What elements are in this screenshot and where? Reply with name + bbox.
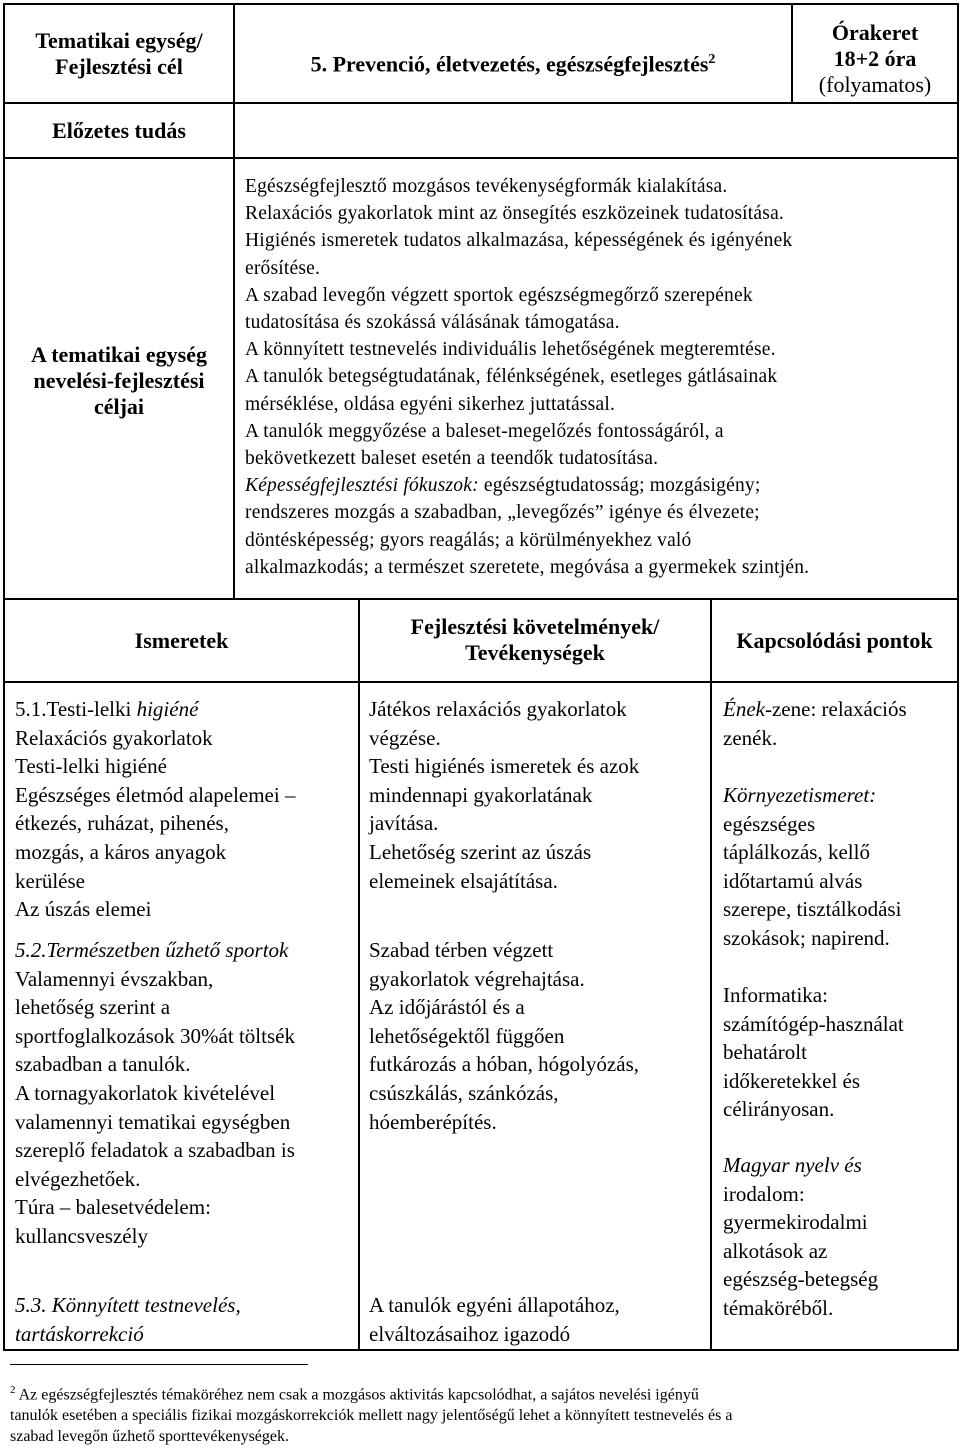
- knowledge-line: Egészséges életmód alapelemei –: [15, 782, 296, 807]
- requirement-line: Testi higiénés ismeretek és azok: [369, 754, 640, 779]
- section-title-prefix: 5.1.Testi-lelki: [15, 697, 137, 721]
- section-title: 5.2.Természetben űzhető sportok: [15, 938, 289, 962]
- requirement-line: csúszkálás, szánkózás,: [369, 1080, 559, 1105]
- footnote: [10, 1380, 955, 1447]
- goals-bottom-border: [3, 598, 959, 600]
- connection-line: szerepe, tisztálkodási: [723, 897, 902, 922]
- table-top-border: [3, 3, 959, 5]
- section-title: [15, 695, 355, 724]
- requirements-block-3: [369, 1291, 707, 1348]
- time-frame-note: (folyamatos): [818, 72, 932, 97]
- connection-line: [723, 695, 955, 724]
- knowledge-line: elvégezhetőek.: [15, 1166, 141, 1191]
- requirements-block-1: [369, 695, 707, 895]
- footnote-text: Az egészségfejlesztés témaköréhez nem csak a mozgásos aktivitás kapcsolódhat, a sajátos nevelési igényű: [15, 1386, 699, 1404]
- knowledge-column-header: Ismeretek: [134, 628, 229, 653]
- requirement-line: Az időjárástól és a: [369, 995, 525, 1020]
- goals-label-line3: céljai: [93, 394, 145, 419]
- knowledge-line: valamennyi tematikai egységben: [15, 1109, 291, 1134]
- knowledge-line: kerülése: [15, 868, 85, 893]
- requirements-column-border: [710, 598, 712, 1351]
- requirement-line: elváltozásaihoz igazodó: [369, 1321, 571, 1346]
- connection-line: célirányosan.: [723, 1097, 835, 1122]
- section-title: tartáskorrekció: [15, 1321, 144, 1346]
- goals-text: [245, 173, 955, 581]
- time-frame-label: Órakeret: [831, 20, 919, 45]
- knowledge-line: szabadban a tanulók.: [15, 1052, 191, 1077]
- goal-line: Higiénés ismeretek tudatos alkalmazása, képességének és igényének: [245, 230, 793, 252]
- requirements-block-2: [369, 936, 707, 1136]
- column-header-bottom-border: [3, 681, 959, 683]
- knowledge-line: sportfoglalkozások 30%át töltsék: [15, 1023, 295, 1048]
- knowledge-line: Valamennyi évszakban,: [15, 966, 214, 991]
- prior-knowledge-bottom-border: [3, 157, 959, 159]
- connection-line: táplálkozás, kellő: [723, 840, 870, 865]
- knowledge-line: Túra – balesetvédelem:: [15, 1195, 211, 1220]
- footnote-line: tanulók esetében a speciális fizikai mozgáskorrekciók mellett nagy jelentőségű lehet a könnyített testnevelés és a: [10, 1407, 733, 1425]
- knowledge-line: szereplő feladatok a szabadban is: [15, 1138, 295, 1163]
- knowledge-section-2: [15, 936, 355, 1251]
- requirement-line: Lehetőség szerint az úszás: [369, 839, 592, 864]
- connection-literature: [723, 1151, 955, 1323]
- knowledge-line: mozgás, a káros anyagok: [15, 839, 227, 864]
- table-bottom-border: [3, 1349, 959, 1351]
- knowledge-column-border: [358, 598, 360, 1351]
- goal-line: A szabad levegőn végzett sportok egészségmegőrző szerepének: [245, 284, 753, 306]
- goal-line: Relaxációs gyakorlatok mint az önsegítés eszközeinek tudatosítása.: [245, 203, 784, 225]
- knowledge-line: A tornagyakorlatok kivételével: [15, 1080, 276, 1105]
- header-bottom-border: [3, 102, 959, 104]
- knowledge-line: Relaxációs gyakorlatok: [15, 725, 213, 750]
- connection-subject: Ének: [723, 697, 765, 721]
- footnote-line: [10, 1380, 955, 1405]
- goal-line: A tanulók meggyőzése a baleset-megelőzés fontosságáról, a: [245, 420, 724, 442]
- connection-subject: Informatika:: [723, 983, 828, 1007]
- footnote-number: 2: [10, 1384, 16, 1396]
- knowledge-line: lehetőség szerint a: [15, 995, 171, 1020]
- connection-line: szokások; napirend.: [723, 925, 890, 950]
- connection-line: egészség-betegség: [723, 1267, 879, 1292]
- goal-line: Egészségfejlesztő mozgásos tevékenységformák kialakítása.: [245, 176, 728, 197]
- connection-line: időtartamú alvás: [723, 868, 863, 893]
- connection-line: zenék.: [723, 725, 778, 750]
- requirements-column-header: [360, 614, 710, 666]
- requirement-line: gyakorlatok végrehajtása.: [369, 966, 585, 991]
- header-left-cell: [5, 28, 233, 80]
- requirements-header-line1: Fejlesztési követelmények/: [410, 614, 660, 639]
- connection-line: számítógép-használat: [723, 1011, 904, 1036]
- goals-label: [5, 342, 233, 420]
- table-left-border: [3, 3, 5, 1351]
- footnote-reference: 2: [708, 52, 716, 67]
- label-column-border: [233, 3, 235, 600]
- connection-subject: Magyar nyelv és: [723, 1153, 862, 1177]
- connection-line: témaköréből.: [723, 1295, 834, 1320]
- connections-column-header: Kapcsolódási pontok: [736, 628, 933, 653]
- knowledge-line: étkezés, ruházat, pihenés,: [15, 811, 229, 836]
- connection-rest: -zene: relaxációs: [764, 697, 907, 721]
- focus-line: [245, 472, 955, 499]
- connection-line: gyermekirodalmi: [723, 1210, 868, 1235]
- footnote-line: szabad levegőn űzhető sporttevékenységek.: [10, 1428, 290, 1446]
- connection-line: alkotások az: [723, 1238, 828, 1263]
- footnote-separator: [10, 1364, 308, 1365]
- knowledge-section-1: [15, 695, 355, 924]
- header-left-line1: Tematikai egység/: [35, 28, 203, 53]
- header-left-line2: Fejlesztési cél: [55, 54, 183, 79]
- connection-environment: [723, 781, 955, 953]
- table-right-border: [957, 3, 959, 1351]
- connection-informatics: [723, 981, 955, 1124]
- time-frame-hours: 18+2 óra: [833, 46, 917, 71]
- goal-line: A tanulók betegségtudatának, félénkségének, esetleges gátlásainak: [245, 366, 778, 388]
- goals-label-line2: nevelési-fejlesztési: [33, 368, 205, 393]
- knowledge-section-3: [15, 1291, 355, 1348]
- connection-line: egészséges: [723, 811, 816, 836]
- requirement-line: hóemberépítés.: [369, 1109, 497, 1134]
- connection-line: irodalom:: [723, 1181, 805, 1206]
- knowledge-line: kullancsveszély: [15, 1223, 148, 1248]
- requirement-line: mindennapi gyakorlatának: [369, 782, 593, 807]
- knowledge-line: Testi-lelki higiéné: [15, 754, 167, 779]
- connection-music: [723, 695, 955, 752]
- page-title-text: 5. Prevenció, életvezetés, egészségfejlesztés: [310, 51, 709, 77]
- focus-line: rendszeres mozgás a szabadban, „levegőzés” igénye és élvezete;: [245, 502, 760, 524]
- knowledge-line: Az úszás elemei: [15, 897, 152, 922]
- prior-knowledge-label: Előzetes tudás: [52, 118, 186, 143]
- requirements-header-line2: Tevékenységek: [465, 640, 605, 665]
- requirement-line: lehetőségektől függően: [369, 1023, 565, 1048]
- requirement-line: elemeinek elsajátítása.: [369, 868, 558, 893]
- goal-line: A könnyített testnevelés individuális lehetőségének megteremtése.: [245, 339, 776, 361]
- requirement-line: futkározás a hóban, hógolyózás,: [369, 1052, 639, 1077]
- goal-line: erősítése.: [245, 257, 321, 279]
- goal-line: mérséklése, oldása egyéni sikerhez juttatással.: [245, 393, 616, 415]
- section-title-italic: higiéné: [136, 697, 199, 721]
- focus-line: alkalmazkodás; a természet szeretete, megóvása a gyermekek szintjén.: [245, 556, 810, 578]
- requirement-line: végzése.: [369, 725, 441, 750]
- focus-line: döntésképesség; gyors reagálás; a körülményekhez való: [245, 529, 692, 551]
- requirement-line: javítása.: [369, 811, 439, 836]
- page-title: [235, 47, 791, 77]
- time-frame-cell: [793, 20, 957, 98]
- focus-label: Képességfejlesztési fókuszok:: [245, 475, 479, 497]
- requirement-line: Játékos relaxációs gyakorlatok: [369, 697, 627, 721]
- connection-line: behatárolt: [723, 1040, 807, 1065]
- goal-line: bekövetkezett baleset esetén a teendők tudatosítása.: [245, 448, 659, 470]
- connection-subject: Környezetismeret:: [723, 783, 877, 807]
- goal-line: tudatosítása és szokássá válásának támogatása.: [245, 312, 620, 334]
- requirement-line: Szabad térben végzett: [369, 938, 554, 962]
- connection-line: időkeretekkel és: [723, 1068, 861, 1093]
- section-title: 5.3. Könnyített testnevelés,: [15, 1293, 241, 1317]
- focus-rest: egészségtudatosság; mozgásigény;: [478, 475, 761, 497]
- requirement-line: A tanulók egyéni állapotához,: [369, 1293, 620, 1317]
- goals-label-line1: A tematikai egység: [31, 342, 207, 367]
